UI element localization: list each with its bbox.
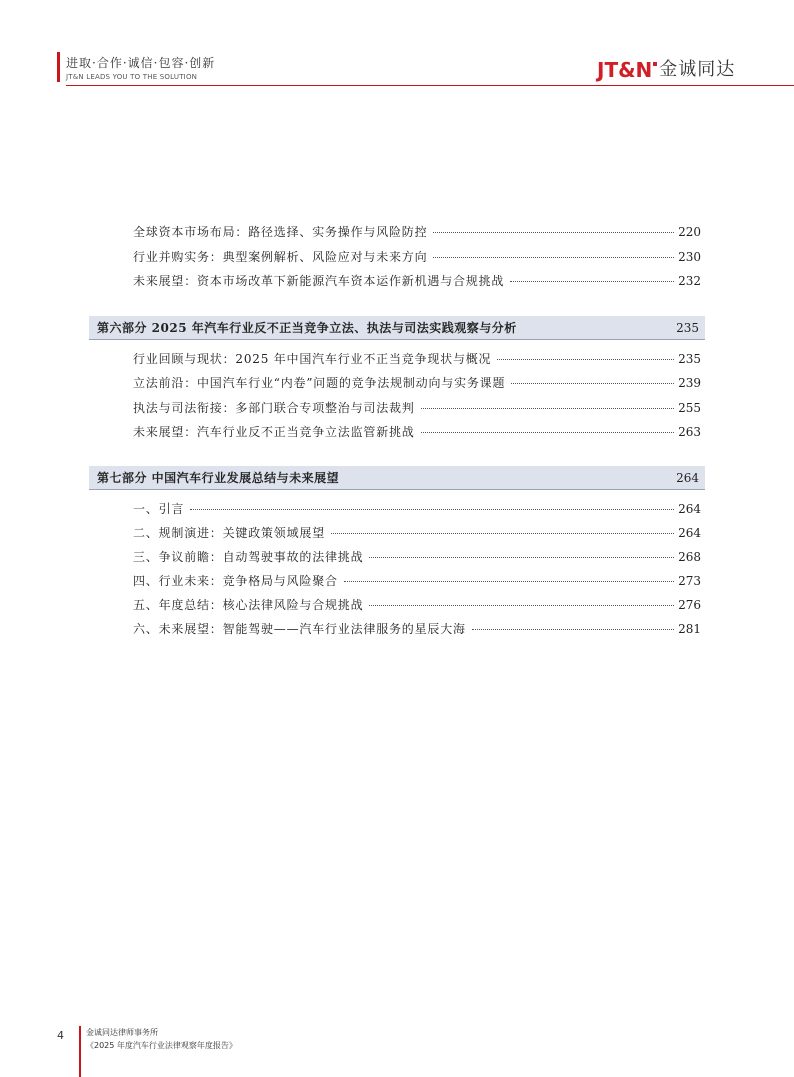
toc-entry-title: 五、年度总结：核心法律风险与合规挑战: [133, 598, 364, 612]
toc-entry[interactable]: [133, 223, 701, 243]
toc-entry-title: 全球资本市场布局：路径选择、实务操作与风险防控: [133, 225, 428, 239]
toc-entry-page: 230: [678, 250, 701, 264]
toc-section-heading[interactable]: [89, 316, 705, 340]
logo-name: 金诚同达: [659, 59, 736, 80]
toc-entry-page: 220: [678, 225, 701, 239]
toc-leader-dots: [369, 605, 674, 606]
toc-leader-dots: [344, 581, 674, 582]
section-title: 第七部分 中国汽车行业发展总结与未来展望: [97, 471, 340, 485]
toc-leader-dots: [369, 557, 674, 558]
toc-entry[interactable]: [133, 524, 701, 544]
toc-entry-title: 未来展望：资本市场改革下新能源汽车资本运作新机遇与合规挑战: [133, 274, 505, 288]
section-page: 264: [676, 470, 699, 485]
page-number: 4: [57, 1029, 64, 1042]
footer-accent-bar: [79, 1026, 81, 1077]
header-slogan: JT&N LEADS YOU TO THE SOLUTION: [66, 73, 198, 81]
toc-entry-title: 二、规制演进：关键政策领域展望: [133, 526, 326, 540]
header-accent-bar: [57, 52, 60, 82]
toc-entry-page: 264: [678, 502, 701, 516]
toc-entry[interactable]: [133, 374, 701, 394]
toc-leader-dots: [433, 257, 674, 258]
toc-leader-dots: [331, 533, 674, 534]
toc-entry-page: 255: [678, 401, 701, 415]
firm-logo: [597, 58, 735, 82]
section-page: 235: [676, 320, 699, 335]
toc-entry-title: 立法前沿：中国汽车行业“内卷”问题的竞争法规制动向与实务课题: [133, 376, 506, 390]
toc-entry[interactable]: [133, 500, 701, 520]
toc-entry[interactable]: [133, 620, 701, 640]
toc-entry-title: 行业并购实务：典型案例解析、风险应对与未来方向: [133, 250, 428, 264]
toc-leader-dots: [421, 408, 674, 409]
toc-entry-title: 三、争议前瞻：自动驾驶事故的法律挑战: [133, 550, 364, 564]
toc-entry-title: 执法与司法衔接：多部门联合专项整治与司法裁判: [133, 401, 415, 415]
toc-entry-page: 268: [678, 550, 701, 564]
toc-entry-page: 264: [678, 526, 701, 540]
toc-entry-page: 263: [678, 425, 701, 439]
toc-entry[interactable]: [133, 572, 701, 592]
toc-entry[interactable]: [133, 272, 701, 292]
section-title: 第六部分 2025 年汽车行业反不正当竞争立法、执法与司法实践观察与分析: [97, 321, 517, 335]
toc-entry-page: 235: [678, 352, 701, 366]
toc-leader-dots: [433, 232, 674, 233]
toc-leader-dots: [510, 281, 674, 282]
toc-leader-dots: [511, 383, 674, 384]
logo-dot-icon: [653, 62, 657, 66]
toc-entry-title: 未来展望：汽车行业反不正当竞争立法监管新挑战: [133, 425, 415, 439]
toc-entry-title: 行业回顾与现状：2025 年中国汽车行业不正当竞争现状与概况: [133, 352, 492, 366]
toc-entry-page: 276: [678, 598, 701, 612]
footer-firm: 金诚同达律师事务所: [86, 1028, 158, 1037]
logo-mark: JT&N: [597, 58, 653, 82]
header-rule: [66, 85, 794, 86]
toc-section-heading[interactable]: [89, 466, 705, 490]
toc-entry[interactable]: [133, 423, 701, 443]
toc-leader-dots: [497, 359, 674, 360]
toc-entry[interactable]: [133, 596, 701, 616]
toc-entry-title: 四、行业未来：竞争格局与风险聚合: [133, 574, 338, 588]
toc-entry[interactable]: [133, 399, 701, 419]
toc-entry-title: 六、未来展望：智能驾驶——汽车行业法律服务的星辰大海: [133, 622, 466, 636]
toc-entry[interactable]: [133, 548, 701, 568]
toc-leader-dots: [472, 629, 674, 630]
footer-report-title: 《2025 年度汽车行业法律观察年度报告》: [86, 1041, 237, 1050]
header-motto: 进取·合作·诚信·包容·创新: [66, 56, 216, 70]
toc-entry-page: 273: [678, 574, 701, 588]
toc-entry-page: 239: [678, 376, 701, 390]
toc-leader-dots: [421, 432, 674, 433]
toc-entry[interactable]: [133, 248, 701, 268]
toc-entry-title: 一、引言: [133, 502, 185, 516]
toc-entry[interactable]: [133, 350, 701, 370]
toc-leader-dots: [190, 509, 674, 510]
toc-entry-page: 232: [678, 274, 701, 288]
toc-entry-page: 281: [678, 622, 701, 636]
